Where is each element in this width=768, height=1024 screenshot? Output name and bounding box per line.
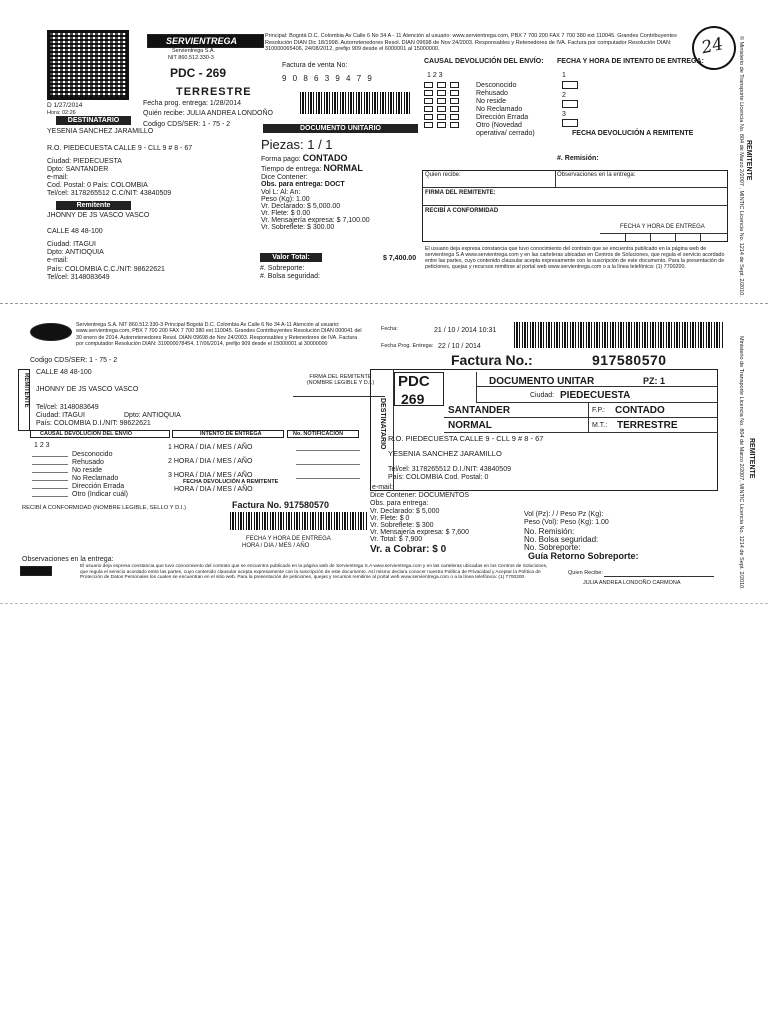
causal-title: CAUSAL DEVOLUCIÓN DEL ENVÍO: [424, 58, 544, 65]
destinatario-side-label: DESTINATARIO [379, 398, 386, 450]
side-text: Ministerio de Transporte Licencia No. 804 de Marzo 2/2007, MINTIC Licencia No. 1214 de Sept. 2/2010. [738, 336, 744, 590]
company-sub: Servientrega S.A. [172, 48, 216, 54]
destinatario-header: DESTINATARIO [56, 116, 131, 125]
causal-item: Desconocido [72, 451, 113, 458]
intento-3: 3 [562, 111, 566, 118]
fecha-prog-label: Fecha Prog. Entrega: [381, 343, 434, 349]
dest-pais: País: COLOMBIA Cod. Postal: 0 [388, 474, 489, 481]
vr-total: Vr. Total: $ 7,900 [370, 536, 423, 543]
documento-unitario: DOCUMENTO UNITARIO [263, 124, 418, 133]
dest-telcel: Tel/cel: 3178265512 D.I./NIT: 43840509 [388, 466, 511, 473]
dice-contener: Dice Contener: [261, 174, 308, 181]
factura-number: 917580570 [592, 352, 667, 368]
obs-entrega: Obs. para entrega: [370, 500, 429, 507]
fecha-label: Fecha: [381, 326, 398, 332]
fecha-devolucion-fmt: HORA / DIA / MES / AÑO [174, 486, 253, 493]
vr-sobreflete: Vr. Sobreflete: $ 300 [370, 522, 434, 529]
side-remitente: REMITENTE [745, 140, 752, 181]
intento-2: 2 [562, 92, 566, 99]
dest-name: YESENIA SANCHEZ JARAMILLO [47, 128, 154, 135]
barcode-bottom [514, 322, 724, 348]
remitente-header: Remitente [56, 201, 131, 210]
dest-address: R.O. PIEDECUESTA CALLE 9 - CLL 9 # 8 - 67 [388, 434, 544, 443]
quien-recibe-box: Quien recibe: [425, 172, 461, 178]
rem-pais: País: COLOMBIA C.C./NIT: 98622621 [47, 266, 165, 273]
checkbox[interactable] [450, 122, 459, 128]
dest-email: e-mail: [372, 484, 394, 491]
causal-item: Desconocido [476, 82, 517, 89]
factura-label: Factura No.: [451, 352, 533, 368]
rem-tel: Tel/cel: 3148083649 [36, 404, 99, 411]
causal-item: operativa/ cerrado) [476, 130, 535, 137]
servientrega-logo [147, 34, 264, 48]
obs-entrega: Obs. para entrega: DOCT [261, 181, 345, 188]
recibi-conformidad: RECIBÍ A CONFORMIDAD [425, 208, 499, 214]
fecha-devolucion: FECHA DEVOLUCIÓN A REMITENTE [183, 479, 279, 485]
vol-pz: Vol (Pz): / / Peso Pz (Kg): [524, 511, 604, 518]
tiempo-entrega [261, 164, 363, 174]
checkbox[interactable] [424, 98, 433, 104]
vr-flete: Vr. Flete: $ 0.00 [261, 210, 311, 217]
pdc-label: PDC [398, 373, 430, 390]
dest-address: R.O. PIEDECUESTA CALLE 9 - CLL 9 # 8 - 67 [47, 145, 193, 152]
checkbox[interactable] [424, 90, 433, 96]
checkbox[interactable] [424, 114, 433, 120]
checkbox[interactable] [437, 98, 446, 104]
tiempo-value: NORMAL [323, 163, 363, 173]
tiempo: NORMAL [448, 420, 492, 431]
intento-2: 2 HORA / DIA / MES / AÑO [168, 458, 253, 465]
notificacion-title: No. NOTIFICACIÓN [293, 431, 344, 437]
handwritten-mark [688, 22, 740, 74]
qr-code [47, 30, 129, 100]
rem-name: JHONNY DE JS VASCO VASCO [36, 386, 139, 393]
rem-dpto: Dpto: ANTIOQUIA [47, 249, 104, 256]
hora: Hora: 02:26 [47, 110, 76, 116]
date-line: D 1/27/2014 [47, 102, 83, 109]
observaciones-box: Observaciones en la entrega: [557, 172, 636, 178]
intento-box[interactable] [562, 119, 578, 127]
causal-nums: 1 2 3 [427, 72, 443, 79]
partner-logo [20, 566, 52, 576]
dest-name: YESENIA SANCHEZ JARAMILLO [388, 449, 502, 458]
causal-item: No reside [476, 98, 506, 105]
remision: #. Remisión: [557, 155, 599, 162]
checkbox[interactable] [450, 98, 459, 104]
causal-item: Dirección Errada [476, 114, 529, 121]
rem-tel: Tel/cel: 3148083649 [47, 274, 110, 281]
company-name: SERVIENTREGA [166, 36, 238, 46]
factura-number: 9 0 8 6 3 9 4 7 9 [282, 74, 374, 83]
company-nit: NIT 860.512.330-3 [168, 55, 214, 61]
ciudad: PIEDECUESTA [560, 390, 631, 401]
causal-item: No Reclamado [476, 106, 523, 113]
side-ministerio: © Ministerio de Transporte Licencia No. 804 de Marzo 2/2007 , MINTIC Licencia No. 1214 de Sept. 2/2010. [738, 36, 744, 297]
peso: Peso (Kg): 1.00 [261, 196, 310, 203]
cut-line-bottom [0, 603, 768, 604]
intento-box[interactable] [562, 100, 578, 108]
bolsa-seguridad: #. Bolsa seguridad: [260, 273, 320, 280]
bolsa: No. Bolsa seguridad: [524, 535, 599, 544]
causal-item: Otro (Novedad [476, 122, 522, 129]
rem-pais: País: COLOMBIA D.I./NIT: 98622621 [36, 420, 151, 427]
rem-dpto: Dpto: ANTIOQUIA [124, 412, 181, 419]
intento-title: INTENTO DE ENTREGA [200, 431, 262, 437]
documento-unitar: DOCUMENTO UNITAR [489, 376, 595, 387]
checkbox[interactable] [450, 114, 459, 120]
barcode-small [230, 512, 368, 530]
pdc-code: PDC - 269 [170, 66, 227, 80]
vr-a-cobrar: Vr. a Cobrar: $ 0 [370, 544, 447, 555]
codigo-cds: Codigo CDS/SER: 1 - 75 - 2 [30, 357, 118, 364]
checkbox[interactable] [437, 106, 446, 112]
causal-title: CAUSAL DEVOLUCIÓN DEL ENVÍO [40, 431, 133, 437]
vr-mensajeria: Vr. Mensajería expresa: $ 7,600 [370, 529, 469, 536]
fecha-prog: 22 / 10 / 2014 [438, 343, 481, 350]
dest-telcel: Tel/cel: 3178265512 C.C/NIT: 43840509 [47, 190, 172, 197]
causal-item: Dirección Errada [72, 483, 125, 490]
fecha-devolucion: FECHA DEVOLUCIÓN A REMITENTE [572, 130, 694, 137]
barcode [300, 92, 410, 114]
quien-recibe: Quien Recibe: [568, 570, 603, 576]
vr-flete: Vr. Flete: $ 0 [370, 515, 410, 522]
rem-address: CALLE 48 48-100 [36, 369, 92, 376]
top-legal: El usuario deja expresa constancia que tuvo conocimiento del contrato que se encuentra publicado en la página web de servientrega S.A www.servientrega.com y en las carteleras ubicadas en Centros de Soluciones, que regula el servicio acordado entre las partes, cuyo contenido clausular acepta expresamente con la suscripción de este documento. Para la presentación de peticiones, quejas y recursos remitirse al portal web www.servientrega.com o a la línea telefónica: (1) 7700200. [425, 246, 725, 270]
quien-recibe-name: JULIA ANDREA LONDOÑO CARMONA [583, 580, 681, 586]
fp-label: F.P.: [592, 407, 606, 414]
fecha-prog: Fecha prog. entrega: 1/28/2014 [143, 100, 242, 107]
vr-mensajeria: Vr. Mensajería expresa: $ 7,100.00 [261, 217, 370, 224]
remision: No. Remisión: [524, 527, 575, 536]
remitente-side-label: REMITENTE [23, 373, 29, 408]
checkbox[interactable] [437, 82, 446, 88]
service-type: TERRESTRE [176, 86, 252, 98]
vol: Vol L: Al: An: [261, 189, 301, 196]
checkbox[interactable] [450, 106, 459, 112]
causal-item: No reside [72, 467, 102, 474]
servientrega-logo-small [30, 323, 72, 341]
dest-dpto: Dpto: SANTANDER [47, 166, 109, 173]
causal-item: Rehusado [476, 90, 508, 97]
checkbox[interactable] [424, 106, 433, 112]
dest-email: e-mail: [47, 174, 69, 181]
ciudad-label: Ciudad: [530, 392, 555, 399]
recibi-conformidad: RECIBÍ A CONFORMIDAD (NOMBRE LEGIBLE, SELLO Y D.I.) [22, 505, 187, 511]
firma-remitente: FIRMA DEL REMITENTE (NOMBRE LEGIBLE Y D.I.) [306, 374, 375, 386]
intento-1: 1 [562, 72, 566, 79]
cut-line [0, 303, 768, 304]
sobreporte: No. Sobreporte: [524, 543, 581, 552]
peso-vol: Peso (Vol): Peso (Kg): 1.00 [524, 519, 609, 526]
dest-ciudad: Ciudad: PIEDECUESTA [47, 158, 122, 165]
fecha-hora-intento: FECHA Y HORA DE INTENTO DE ENTREGA: [557, 58, 704, 65]
mt-label: M.T.: [592, 422, 608, 429]
checkbox[interactable] [424, 82, 433, 88]
intento-1: 1 HORA / DIA / MES / AÑO [168, 444, 253, 451]
checkbox[interactable] [437, 90, 446, 96]
observaciones: Observaciones en la entrega: [22, 556, 114, 563]
side-remitente-bottom: REMITENTE [748, 438, 755, 479]
rem-ciudad: Ciudad: ITAGUI [47, 241, 96, 248]
forma-pago-label: Forma pago: [261, 156, 301, 163]
checkbox[interactable] [437, 114, 446, 120]
dice-contener: Dice Contener: DOCUMENTOS [370, 492, 470, 499]
vr-declarado: Vr. Declarado: $ 5,000 [370, 508, 440, 515]
checkbox[interactable] [424, 122, 433, 128]
handwritten-number: 24 [699, 34, 726, 59]
header-legal-text: Principal: Bogotá D.C. Colombia Av Calle 6 No 34 A - 11 Atención al usuario: www.servientrega.com, PBX 7 700 200 FAX 7 700 380 ext 110045. Grandes Contribuyentes Resolución DIAN Dic 18/1998. Autorretenedores Resol. DIAN 09698 de Nov 24/2003. Responsables y Retenedores de IVA. Factura por computador Resolución DIAN: 310000065406, 24/08/2012, prefijo 909 desde el 6000001 al 15000000. [265, 33, 677, 52]
fecha-hora-entrega-fmt: HORA / DIA / MES / AÑO [242, 543, 310, 549]
mt: TERRESTRE [617, 420, 678, 431]
guia-retorno: Guía Retorno Sobreporte: [528, 551, 639, 561]
fp: CONTADO [615, 405, 665, 416]
pdc-number: 269 [401, 391, 425, 407]
vr-declarado: Vr. Declarado: $ 5,000.00 [261, 203, 341, 210]
quien-recibe: Quién recibe: JULIA ANDREA LONDOÑO [143, 110, 273, 117]
bottom-header-text: Servientrega S.A. NIT 860.512.330-3 Principal Bogotá D.C. Colombia Av Calle 6 No 34 A-11 Atención al usuario: www.servientrega.com, PBX 7 700 200 FAX 7 700 380 ext 110045. Grandes Contribuyentes Resolución DIAN 000041 del 30 enero de 2014. Autorretenedores Resol. DIAN 09698 de Nov 24/2003. Responsables y Retenedores de IVA. Factura por computador Resolución DIAN: 310000078454, 17/06/2014, prefijo 909 desde el 15000001 al 30000000 [76, 322, 362, 347]
causal-item: No Reclamado [72, 475, 119, 482]
rem-ciudad: Ciudad: ITAGUI [36, 412, 85, 419]
intento-box[interactable] [562, 81, 578, 89]
causal-item: Otro (Indicar cuál) [72, 491, 129, 498]
checkbox[interactable] [450, 90, 459, 96]
fecha: 21 / 10 / 2014 10:31 [434, 327, 497, 334]
dpto: SANTANDER [448, 405, 511, 416]
causal-item: Rehusado [72, 459, 104, 466]
valor-total: $ 7,400.00 [383, 255, 417, 262]
forma-pago-value: CONTADO [302, 153, 348, 163]
fecha-hora-entrega: FECHA Y HORA DE ENTREGA [620, 224, 705, 230]
fecha-hora-entrega: FECHA Y HORA DE ENTREGA [246, 536, 331, 542]
recipient-box [422, 170, 728, 242]
bottom-legal: El usuario deja expresa constancia que tuvo conocimiento del contrato que se encuentra publicado en la página web de Servientrega S.A www.servientrega.com y en las carteleras ubicadas en los Centros de Soluciones, que regula el servicio acordado entre las partes, cuyo contenido clausular acepta expresamente con la suscripción de este documento. Así mismo declara conocer nuestra Política de Privacidad y Aceptar la Política de Protección de Datos Personales los cuales se encuentran en el sitio web. Para la presentación de peticiones, quejas y recursos remitirse al portal web www.servientrega.com o a la línea telefónica: (1) 7700200. [80, 564, 548, 580]
factura-small: Factura No. 917580570 [232, 500, 330, 510]
factura-label: Factura de venta No: [282, 62, 348, 69]
intento-3: 3 HORA / DIA / MES / AÑO [168, 472, 253, 479]
sobreporte: #. Sobreporte: [260, 265, 305, 272]
codigo-cds: Codigo CDS/SER: 1 - 75 - 2 [143, 121, 231, 128]
dest-postal: Cod. Postal: 0 País: COLOMBIA [47, 182, 148, 189]
vr-sobreflete: Vr. Sobreflete: $ 300.00 [261, 224, 335, 231]
rem-name: JHONNY DE JS VASCO VASCO [47, 212, 150, 219]
rem-address: CALLE 48 48-100 [47, 228, 103, 235]
checkbox[interactable] [450, 82, 459, 88]
checkbox[interactable] [437, 122, 446, 128]
tiempo-label: Tiempo de entrega: [261, 166, 322, 173]
rem-email: e-mail: [47, 257, 69, 264]
firma-remitente: FIRMA DEL REMITENTE: [425, 190, 496, 196]
causal-nums: 1 2 3 [34, 442, 50, 449]
piezas: Piezas: 1 / 1 [261, 137, 333, 152]
pz: PZ: 1 [643, 376, 666, 386]
valor-total-label: Valor Total: [260, 253, 322, 262]
